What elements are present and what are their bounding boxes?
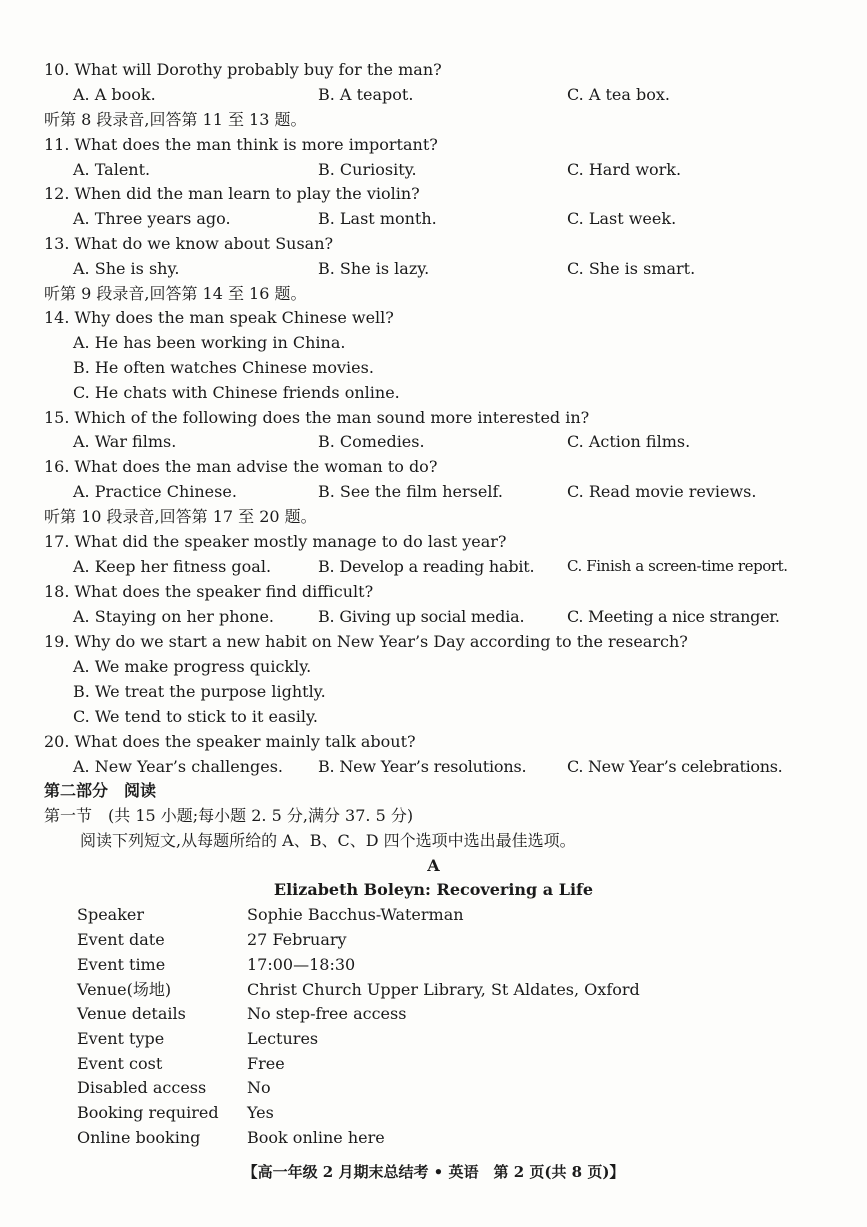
- question-12: [0, 181, 867, 206]
- row-value: No step-free access: [247, 1004, 407, 1023]
- row-label: Event cost: [77, 1054, 163, 1073]
- question-14-option-b: [0, 355, 867, 380]
- row-value: Free: [247, 1054, 285, 1073]
- option-b: B. Comedies.: [318, 432, 425, 451]
- question-19-option-a: [0, 654, 867, 679]
- section-heading-10: 听第 10 段录音,回答第 17 至 20 题。: [44, 507, 317, 526]
- question-19: [0, 629, 867, 654]
- row-label: Event time: [77, 955, 166, 974]
- option-c: C. Read movie reviews.: [567, 482, 757, 501]
- question-14-option-c: [0, 380, 867, 405]
- option-a: A. Staying on her phone.: [73, 607, 275, 626]
- option-c: C. Meeting a nice stranger.: [567, 607, 780, 626]
- question-19-option-c: [0, 704, 867, 729]
- table-row: [0, 1026, 867, 1051]
- question-stem: 18. What does the speaker find difficult?: [44, 582, 374, 601]
- option-b: B. A teapot.: [318, 85, 414, 104]
- option-c: C. She is smart.: [567, 259, 696, 278]
- option-b: B. Develop a reading habit.: [318, 557, 535, 576]
- passage-letter: A: [427, 856, 440, 875]
- page-footer: 【高一年级 2 月期末总结考 • 英语 第 2 页(共 8 页)】: [242, 1163, 625, 1181]
- option-c: C. New Year’s celebrations.: [567, 757, 783, 776]
- option-a: A. Talent.: [73, 160, 151, 179]
- question-14: [0, 305, 867, 330]
- row-label: Venue details: [77, 1004, 186, 1023]
- option-b: B. See the film herself.: [318, 482, 503, 501]
- option-b: B. He often watches Chinese movies.: [73, 358, 374, 377]
- table-row: [0, 902, 867, 927]
- option-c: C. Last week.: [567, 209, 677, 228]
- row-value: Yes: [247, 1103, 274, 1122]
- question-20-options: [0, 754, 867, 779]
- row-value: Lectures: [247, 1029, 319, 1048]
- question-15-options: [0, 429, 867, 454]
- row-value: Christ Church Upper Library, St Aldates, Oxford: [247, 980, 640, 999]
- question-18-options: [0, 604, 867, 629]
- question-stem: 15. Which of the following does the man sound more interested in?: [44, 408, 590, 427]
- question-stem: 11. What does the man think is more important?: [44, 135, 438, 154]
- table-row: [0, 1051, 867, 1076]
- option-c: C. Hard work.: [567, 160, 682, 179]
- option-c: C. Finish a screen-time report.: [567, 557, 788, 575]
- row-value: 27 February: [247, 930, 347, 949]
- row-value: 17:00—18:30: [247, 955, 356, 974]
- row-label: Speaker: [77, 905, 145, 924]
- option-a: A. A book.: [73, 85, 156, 104]
- row-value: Sophie Bacchus-Waterman: [247, 905, 464, 924]
- row-value: No: [247, 1078, 271, 1097]
- option-b: B. Last month.: [318, 209, 437, 228]
- row-label: Disabled access: [77, 1078, 207, 1097]
- question-stem: 14. Why does the man speak Chinese well?: [44, 308, 394, 327]
- table-row: [0, 1001, 867, 1026]
- option-a: A. Keep her fitness goal.: [73, 557, 272, 576]
- row-value: Book online here: [247, 1128, 385, 1147]
- option-b: B. She is lazy.: [318, 259, 430, 278]
- question-17: [0, 529, 867, 554]
- option-c: C. We tend to stick to it easily.: [73, 707, 318, 726]
- question-13-options: [0, 256, 867, 281]
- row-label: Booking required: [77, 1103, 219, 1122]
- question-10-options: [0, 82, 867, 107]
- reading-instruction: 阅读下列短文,从每题所给的 A、B、C、D 四个选项中选出最佳选项。: [80, 831, 576, 850]
- question-stem: 13. What do we know about Susan?: [44, 234, 334, 253]
- section-heading-8: 听第 8 段录音,回答第 11 至 13 题。: [44, 110, 307, 129]
- part-title: 第二部分 阅读: [44, 781, 157, 800]
- question-10: [0, 57, 867, 82]
- row-label: Venue(场地): [77, 980, 172, 999]
- option-a: A. New Year’s challenges.: [73, 757, 284, 776]
- row-label: Event type: [77, 1029, 165, 1048]
- question-11-options: [0, 157, 867, 182]
- option-a: A. She is shy.: [73, 259, 180, 278]
- question-stem: 20. What does the speaker mainly talk about?: [44, 732, 416, 751]
- question-stem: 16. What does the man advise the woman to do?: [44, 457, 438, 476]
- row-label: Event date: [77, 930, 165, 949]
- question-stem: 19. Why do we start a new habit on New Year’s Day according to the research?: [44, 632, 688, 651]
- passage-title: Elizabeth Boleyn: Recovering a Life: [273, 880, 594, 899]
- question-16: [0, 454, 867, 479]
- table-row: [0, 977, 867, 1002]
- option-b: B. We treat the purpose lightly.: [73, 682, 326, 701]
- option-a: A. He has been working in China.: [73, 333, 346, 352]
- question-stem: 12. When did the man learn to play the violin?: [44, 184, 420, 203]
- table-row: [0, 1125, 867, 1150]
- option-a: A. We make progress quickly.: [73, 657, 312, 676]
- table-row: [0, 1075, 867, 1100]
- option-c: C. Action films.: [567, 432, 691, 451]
- option-a: A. Three years ago.: [73, 209, 231, 228]
- question-stem: 10. What will Dorothy probably buy for the man?: [44, 60, 442, 79]
- option-c: C. He chats with Chinese friends online.: [73, 383, 400, 402]
- option-c: C. A tea box.: [567, 85, 670, 104]
- section-title: 第一节 (共 15 小题;每小题 2. 5 分,满分 37. 5 分): [44, 806, 414, 825]
- table-row: [0, 1100, 867, 1125]
- question-14-option-a: [0, 330, 867, 355]
- question-17-options: [0, 554, 867, 579]
- option-a: A. War films.: [73, 432, 177, 451]
- question-16-options: [0, 479, 867, 504]
- question-stem: 17. What did the speaker mostly manage to do last year?: [44, 532, 507, 551]
- question-13: [0, 231, 867, 256]
- question-18: [0, 579, 867, 604]
- question-19-option-b: [0, 679, 867, 704]
- question-15: [0, 405, 867, 430]
- table-row: [0, 927, 867, 952]
- section-heading-9: 听第 9 段录音,回答第 14 至 16 题。: [44, 284, 307, 303]
- option-a: A. Practice Chinese.: [73, 482, 237, 501]
- row-label: Online booking: [77, 1128, 201, 1147]
- option-b: B. New Year’s resolutions.: [318, 757, 527, 776]
- option-b: B. Giving up social media.: [318, 607, 525, 626]
- option-b: B. Curiosity.: [318, 160, 417, 179]
- question-11: [0, 132, 867, 157]
- question-20: [0, 729, 867, 754]
- table-row: [0, 952, 867, 977]
- question-12-options: [0, 206, 867, 231]
